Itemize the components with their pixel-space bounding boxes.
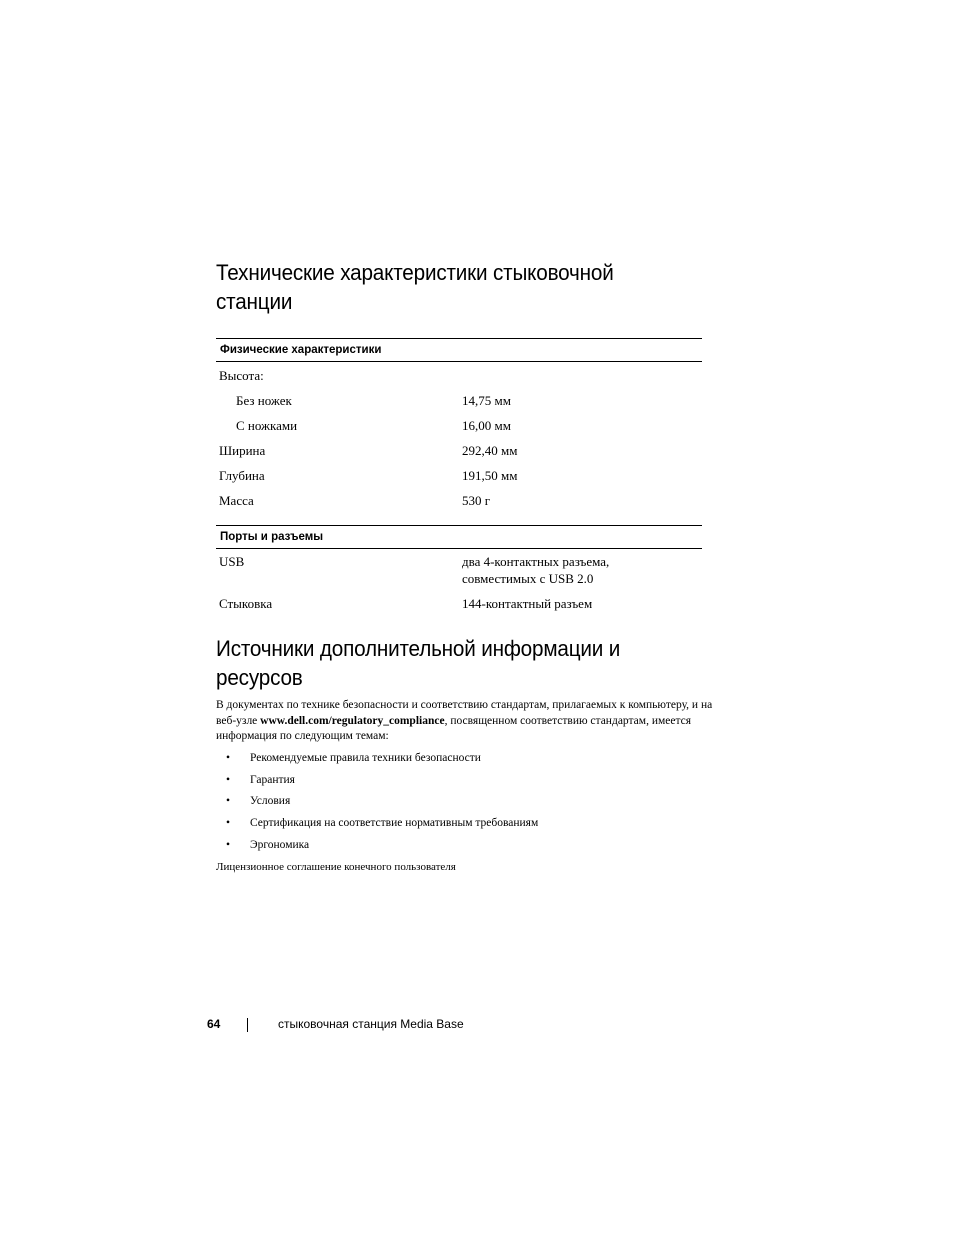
ports-header: Порты и разъемы	[216, 525, 702, 549]
physical-specs-table	[216, 338, 702, 517]
height-label: Высота:	[219, 368, 264, 383]
bullet-icon: •	[226, 795, 231, 807]
table-row	[216, 467, 702, 492]
port-value: 144-контактный разъем	[462, 596, 593, 611]
spec-label: Масса	[219, 493, 254, 508]
list-item-text: Эргономика	[250, 839, 310, 851]
section-title-specs	[216, 258, 676, 316]
spec-value: 530 г	[462, 493, 491, 508]
ports-table	[216, 525, 702, 615]
list-item-text: Гарантия	[250, 774, 295, 786]
regulatory-link[interactable]: www.dell.com/regulatory_compliance	[260, 714, 445, 727]
port-value-line1: два 4-контактных разъема,	[462, 554, 610, 569]
table-row	[216, 417, 702, 442]
list-item-text: Условия	[250, 795, 291, 807]
table-row	[216, 553, 702, 595]
bullet-icon: •	[226, 839, 231, 851]
table-row	[216, 442, 702, 467]
list-item-text: Сертификация на соответствие нормативным требованиям	[250, 817, 539, 829]
intro-text-1: В документах по технике безопасности и соответствию стандартам, прилагаемых к компьютеру, и на веб-узле	[216, 699, 713, 727]
spec-label: С ножками	[236, 418, 298, 433]
table-row	[216, 595, 702, 615]
section-title-line2: станции	[216, 289, 293, 314]
section-title-line1: Технические характеристики стыковочной	[216, 260, 614, 285]
spec-label: Глубина	[219, 468, 265, 483]
bullet-icon: •	[226, 774, 231, 786]
page-number: 64	[207, 1017, 221, 1031]
section-title-line1: Источники дополнительной информации и	[216, 636, 621, 661]
license-note: Лицензионное соглашение конечного пользователя	[216, 861, 456, 873]
intro-paragraph	[216, 698, 721, 745]
port-label: USB	[219, 554, 245, 569]
port-label: Стыковка	[219, 596, 273, 611]
section-title-resources	[216, 634, 676, 692]
footer-title: стыковочная станция Media Base	[278, 1017, 464, 1031]
intro-text-2: , посвященном соответствию стандартам, имеется информация по следующим темам:	[216, 714, 692, 742]
spec-value: 14,75 мм	[462, 393, 511, 408]
table-row	[216, 392, 702, 417]
bullet-icon: •	[226, 817, 231, 829]
table-row	[216, 367, 702, 392]
spec-label: Без ножек	[236, 393, 292, 408]
port-value-line2: совместимых с USB 2.0	[462, 571, 594, 586]
spec-label: Ширина	[219, 443, 266, 458]
table-row	[216, 492, 702, 517]
port-value	[462, 553, 609, 587]
physical-specs-header: Физические характеристики	[216, 338, 702, 362]
spec-value: 292,40 мм	[462, 443, 518, 458]
spec-value: 16,00 мм	[462, 418, 511, 433]
section-title-line2: ресурсов	[216, 665, 303, 690]
footer-separator	[247, 1018, 248, 1032]
bullet-icon: •	[226, 752, 231, 764]
spec-value: 191,50 мм	[462, 468, 518, 483]
list-item-text: Рекомендуемые правила техники безопасности	[250, 752, 481, 764]
